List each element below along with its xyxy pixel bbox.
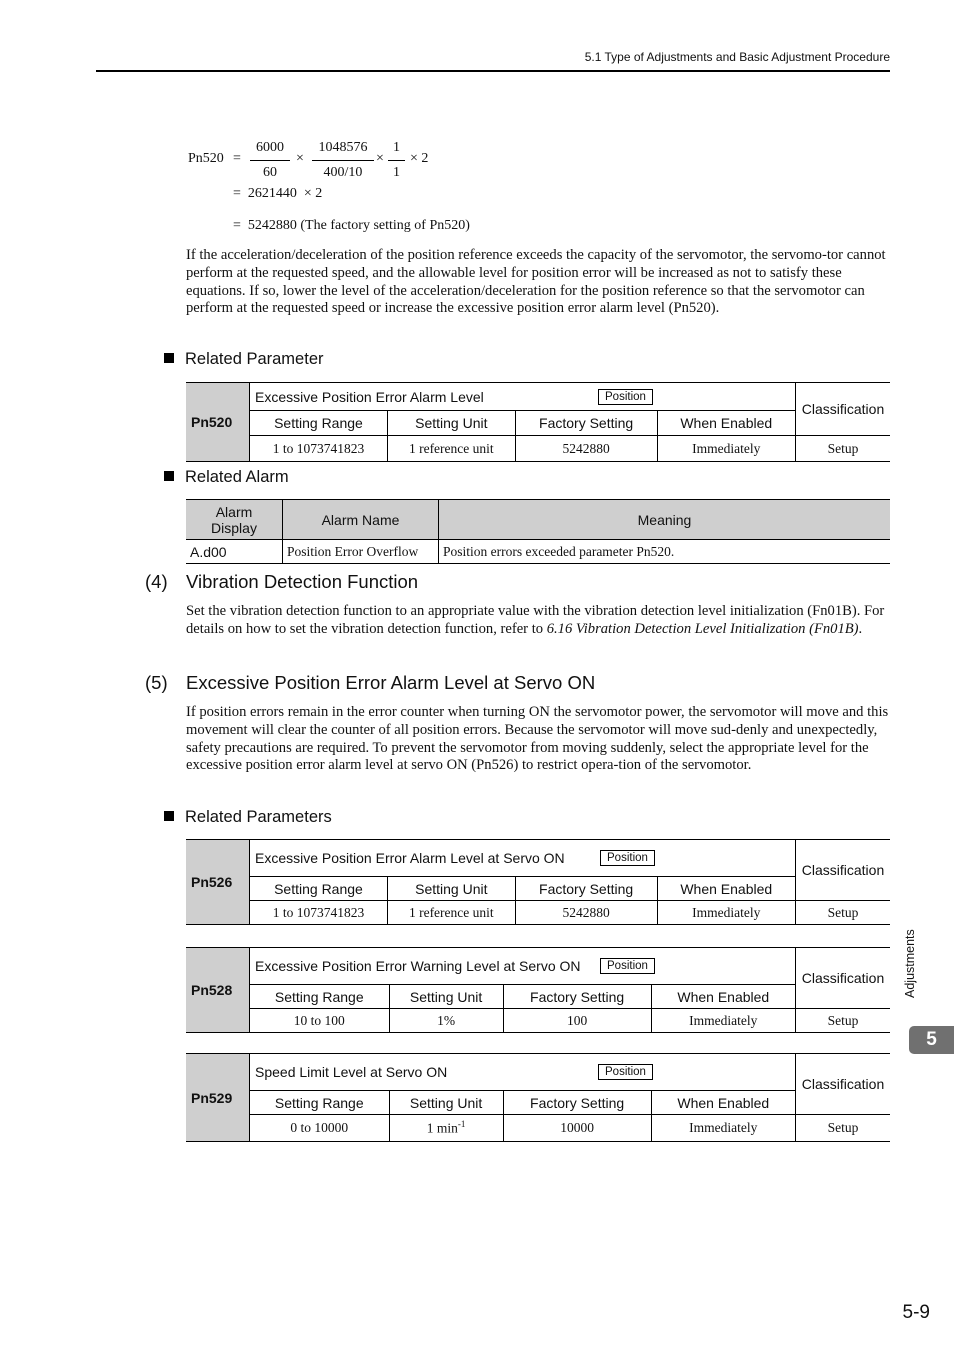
param-title-cell — [250, 840, 796, 877]
factory-setting-value: 100 — [503, 1009, 651, 1033]
fraction-3 — [388, 140, 405, 181]
section-4-paragraph — [186, 603, 890, 639]
meaning-header: Meaning — [439, 500, 891, 540]
section-4-number: (4) — [145, 571, 168, 592]
when-enabled-header: When Enabled — [657, 411, 795, 436]
classification-value: Setup — [796, 901, 891, 925]
position-badge: Position — [600, 850, 655, 866]
related-parameters-label: Related Parameters — [185, 808, 332, 826]
param-number: Pn528 — [186, 948, 250, 1033]
side-chapter-label: Adjustments — [903, 929, 917, 998]
factory-setting-value: 10000 — [503, 1115, 651, 1142]
classification-value: Setup — [796, 1115, 891, 1142]
related-parameter-heading — [164, 350, 324, 369]
alarm-name-header: Alarm Name — [283, 500, 439, 540]
times-sign-1: × — [296, 151, 304, 166]
header-rule — [96, 70, 890, 72]
classification-value: Setup — [796, 436, 891, 462]
param-number: Pn520 — [186, 383, 250, 462]
section-5-paragraph: If position errors remain in the error counter when turning ON the servomotor power, the servomotor will move and this movement will clear the counter of all position errors. Because the servomotor will move sud-denly and unexpectedly, safety precautions are required. To prevent the servomotor from moving suddenly, select the appropriate level for the excessive position error alarm level at servo ON (Pn526) to restrict opera-tion of the servomotor. — [186, 704, 889, 774]
page-number: 5-9 — [902, 1302, 930, 1323]
related-alarm-heading — [164, 468, 289, 487]
fraction-2 — [312, 140, 374, 181]
fraction-1 — [250, 140, 290, 181]
setting-unit-header: Setting Unit — [389, 985, 503, 1009]
section-4-text: Set the vibration detection function to an appropriate value with the vibration detection level initialization (Fn01B). For details on how to set the vibration detection function, refer to — [186, 603, 885, 637]
factory-setting-header: Factory Setting — [515, 877, 657, 901]
setting-range-header: Setting Range — [250, 877, 388, 901]
section-5-heading — [145, 672, 595, 694]
when-enabled-value: Immediately — [657, 901, 795, 925]
equation-lhs: Pn520 — [188, 151, 224, 166]
setting-range-header: Setting Range — [250, 1091, 390, 1115]
setting-range-header: Setting Range — [250, 411, 388, 436]
setting-unit-header: Setting Unit — [389, 1091, 503, 1115]
intro-paragraph: If the acceleration/deceleration of the position reference exceeds the capacity of the servomotor, the servomo-tor cannot perform at the requested speed, and the allowable level for position error will be increased as not to satisfy these equations. If so, lower the level of the acceleration/deceleration for the position reference so that the servomotor can perform at the requested speed or increase the excessive position error alarm level (Pn520). — [186, 247, 886, 317]
running-header: 5.1 Type of Adjustments and Basic Adjustment Procedure — [584, 50, 890, 64]
bullet-square-icon — [164, 353, 174, 363]
param-table-pn526 — [186, 839, 890, 925]
when-enabled-header: When Enabled — [651, 1091, 795, 1115]
setting-range-value: 1 to 1073741823 — [250, 436, 388, 462]
classification-header: Classification — [796, 948, 891, 1009]
when-enabled-value: Immediately — [657, 436, 795, 462]
setting-unit-header: Setting Unit — [387, 411, 515, 436]
classification-header: Classification — [796, 1054, 891, 1115]
classification-header: Classification — [796, 840, 891, 901]
times-two: × 2 — [410, 151, 429, 166]
bullet-square-icon — [164, 811, 174, 821]
equation-line-2: = 2621440 × 2 — [233, 186, 323, 201]
param-number: Pn529 — [186, 1054, 250, 1142]
param-table-pn520 — [186, 382, 890, 462]
setting-range-value: 10 to 100 — [250, 1009, 390, 1033]
when-enabled-value: Immediately — [651, 1009, 795, 1033]
setting-unit-base: 1 min — [426, 1120, 458, 1136]
factory-setting-header: Factory Setting — [503, 1091, 651, 1115]
chapter-tab: 5 — [909, 1026, 954, 1054]
setting-range-value: 1 to 1073741823 — [250, 901, 388, 925]
section-4-reference: 6.16 Vibration Detection Level Initialization (Fn01B) — [546, 620, 859, 637]
setting-unit-header: Setting Unit — [387, 877, 515, 901]
when-enabled-header: When Enabled — [651, 985, 795, 1009]
section-5-number: (5) — [145, 672, 168, 693]
fraction-1-denominator: 60 — [263, 165, 277, 180]
times-sign-2: × — [376, 151, 384, 166]
alarm-display-value: A.d00 — [186, 540, 283, 564]
classification-header: Classification — [796, 383, 891, 436]
when-enabled-header: When Enabled — [657, 877, 795, 901]
classification-value: Setup — [796, 1009, 891, 1033]
factory-setting-header: Factory Setting — [515, 411, 657, 436]
setting-unit-value: 1% — [389, 1009, 503, 1033]
equation-equals: = — [233, 151, 241, 166]
param-title-cell — [250, 383, 796, 411]
param-number: Pn526 — [186, 840, 250, 925]
equation-line-3: = 5242880 (The factory setting of Pn520) — [233, 218, 470, 233]
alarm-display-header-line1: Alarm — [215, 503, 253, 520]
alarm-name-value: Position Error Overflow — [283, 540, 439, 564]
position-badge: Position — [598, 1064, 653, 1080]
param-table-pn529 — [186, 1053, 890, 1142]
setting-range-value: 0 to 10000 — [250, 1115, 390, 1142]
alarm-display-header — [186, 500, 283, 540]
position-badge: Position — [598, 389, 653, 405]
related-parameter-label: Related Parameter — [185, 350, 324, 368]
when-enabled-value: Immediately — [651, 1115, 795, 1142]
factory-setting-value: 5242880 — [515, 901, 657, 925]
param-title: Excessive Position Error Warning Level at Servo ON — [255, 958, 581, 974]
setting-range-header: Setting Range — [250, 985, 390, 1009]
param-title: Excessive Position Error Alarm Level at Servo ON — [255, 850, 565, 866]
param-title: Excessive Position Error Alarm Level — [255, 388, 484, 405]
section-4-text-end: . — [858, 620, 863, 637]
setting-unit-value — [389, 1115, 503, 1142]
param-title: Speed Limit Level at Servo ON — [255, 1064, 448, 1080]
factory-setting-header: Factory Setting — [503, 985, 651, 1009]
fraction-2-numerator: 1048576 — [312, 140, 374, 161]
bullet-square-icon — [164, 471, 174, 481]
param-title-cell — [250, 948, 796, 985]
alarm-table — [186, 499, 890, 564]
related-parameters-heading — [164, 808, 332, 827]
alarm-meaning-value: Position errors exceeded parameter Pn520. — [439, 540, 891, 564]
setting-unit-value: 1 reference unit — [387, 901, 515, 925]
param-title-cell — [250, 1054, 796, 1091]
section-5-title: Excessive Position Error Alarm Level at Servo ON — [186, 672, 596, 693]
setting-unit-exponent: -1 — [457, 1119, 466, 1130]
fraction-3-numerator: 1 — [388, 140, 405, 161]
fraction-3-denominator: 1 — [393, 165, 400, 180]
fraction-1-numerator: 6000 — [250, 140, 290, 161]
param-table-pn528 — [186, 947, 890, 1033]
section-4-heading — [145, 571, 418, 593]
section-4-title: Vibration Detection Function — [186, 571, 419, 592]
factory-setting-value: 5242880 — [515, 436, 657, 462]
position-badge: Position — [600, 958, 655, 974]
setting-unit-value: 1 reference unit — [387, 436, 515, 462]
alarm-display-header-line2: Display — [211, 519, 257, 536]
related-alarm-label: Related Alarm — [185, 468, 289, 486]
fraction-2-denominator: 400/10 — [323, 165, 363, 180]
